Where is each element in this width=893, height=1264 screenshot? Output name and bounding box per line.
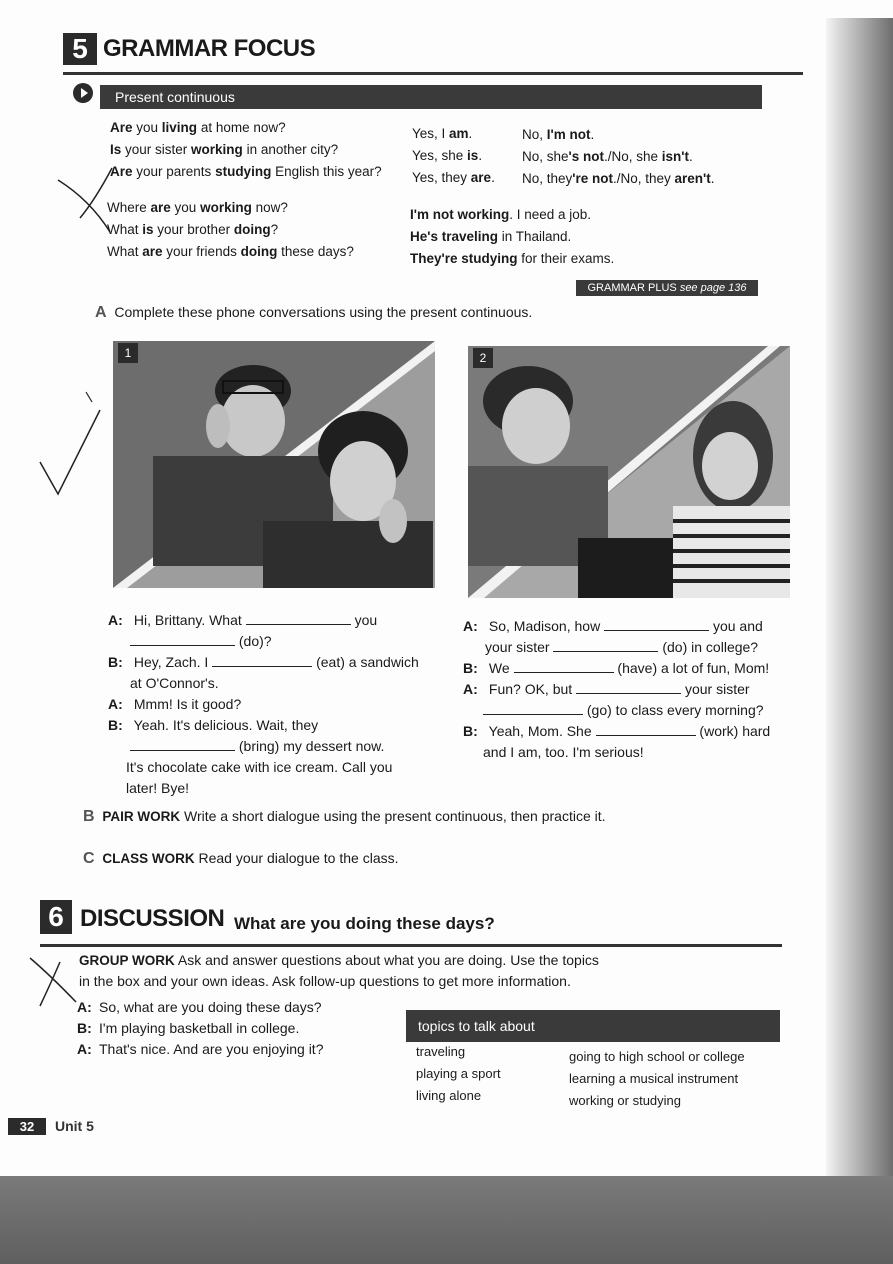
photo-2-illustration bbox=[468, 346, 790, 598]
topic-item: going to high school or college bbox=[569, 1049, 745, 1064]
exercise-b: B PAIR WORK Write a short dialogue using the present continuous, then practice it. bbox=[83, 808, 606, 825]
wh-answer-3: They're studying for their exams. bbox=[410, 251, 615, 266]
short-answers-yes bbox=[412, 123, 495, 189]
yes-answer-2: Yes, she is. bbox=[412, 148, 483, 163]
blank-1-2[interactable] bbox=[130, 633, 235, 646]
conv1-line-8: It's chocolate cake with ice cream. Call you bbox=[126, 759, 393, 775]
no-answer-2: No, she's not./No, she isn't. bbox=[522, 149, 693, 164]
audio-play-icon[interactable] bbox=[73, 83, 93, 103]
conversation-2 bbox=[463, 616, 793, 763]
topic-item: learning a musical instrument bbox=[569, 1071, 739, 1086]
yes-answer-3: Yes, they are. bbox=[412, 170, 495, 185]
conv2-line-7: and I am, too. I'm serious! bbox=[483, 744, 644, 760]
question-2: Is your sister working in another city? bbox=[110, 142, 339, 157]
blank-2-3[interactable] bbox=[514, 660, 614, 673]
discussion-line-3: A: That's nice. And are you enjoying it? bbox=[77, 1041, 324, 1057]
blank-1-4[interactable] bbox=[130, 738, 235, 751]
short-answers-no bbox=[522, 124, 715, 190]
conv2-line-6: B: Yeah, Mom. She (work) hard bbox=[463, 723, 771, 739]
unit-label: Unit 5 bbox=[55, 1118, 94, 1134]
photo-2-number: 2 bbox=[473, 348, 493, 368]
blank-2-1[interactable] bbox=[604, 618, 709, 631]
no-answer-3: No, they're not./No, they aren't. bbox=[522, 171, 715, 186]
photo-1 bbox=[113, 341, 435, 588]
grammar-bar-label: Present continuous bbox=[115, 89, 235, 105]
section-5-rule bbox=[63, 72, 803, 75]
conv1-line-7: (bring) my dessert now. bbox=[108, 736, 433, 757]
wh-question-3: What are your friends doing these days? bbox=[107, 244, 354, 259]
conversation-1 bbox=[108, 610, 433, 799]
topic-item: traveling bbox=[416, 1044, 466, 1059]
conv2-line-2: your sister (do) in college? bbox=[485, 639, 759, 655]
section-6-rule bbox=[40, 944, 782, 947]
topics-right-column bbox=[569, 1046, 745, 1112]
wh-question-1: Where are you working now? bbox=[107, 200, 288, 215]
discussion-dialogue bbox=[77, 997, 323, 1060]
blank-2-6[interactable] bbox=[596, 723, 696, 736]
section-5-number: 5 bbox=[63, 33, 97, 65]
wh-questions bbox=[107, 197, 354, 263]
topic-item: living alone bbox=[416, 1088, 482, 1103]
group-work-instruction: GROUP WORK Ask and answer questions about what you are doing. Use the topics in the box and your own ideas. Ask follow-up questions to get more information. bbox=[79, 952, 599, 989]
grammar-plus-tag[interactable]: GRAMMAR PLUS see page 136 bbox=[576, 280, 758, 296]
topic-item: working or studying bbox=[569, 1093, 681, 1108]
conv2-line-4: A: Fun? OK, but your sister bbox=[463, 681, 750, 697]
page-number: 32 bbox=[8, 1118, 46, 1135]
topics-box-header: topics to talk about bbox=[406, 1010, 780, 1042]
conv2-line-5: (go) to class every morning? bbox=[463, 700, 793, 721]
discussion-line-2: B: I'm playing basketball in college. bbox=[77, 1020, 300, 1036]
question-3: Are your parents studying English this year? bbox=[110, 164, 382, 179]
section-6-title: DISCUSSION bbox=[80, 905, 225, 932]
conv1-line-2: (do)? bbox=[108, 631, 433, 652]
photo-2 bbox=[468, 346, 790, 598]
section-6-number: 6 bbox=[40, 900, 72, 934]
wh-answer-1: I'm not working. I need a job. bbox=[410, 207, 592, 222]
section-6-subtitle: What are you doing these days? bbox=[234, 914, 495, 933]
section-5-title: GRAMMAR FOCUS bbox=[103, 35, 316, 62]
blank-2-5[interactable] bbox=[483, 702, 583, 715]
conv2-line-3: B: We (have) a lot of fun, Mom! bbox=[463, 660, 770, 676]
no-answer-1: No, I'm not. bbox=[522, 127, 595, 142]
conv1-line-6: B: Yeah. It's delicious. Wait, they bbox=[108, 717, 319, 733]
wh-answer-2: He's traveling in Thailand. bbox=[410, 229, 572, 244]
conv1-line-1: A: Hi, Brittany. What you bbox=[108, 612, 378, 628]
wh-question-2: What is your brother doing? bbox=[107, 222, 279, 237]
blank-1-3[interactable] bbox=[212, 654, 312, 667]
conv1-line-3: B: Hey, Zach. I (eat) a sandwich bbox=[108, 654, 419, 670]
discussion-line-1: A: So, what are you doing these days? bbox=[77, 999, 322, 1015]
photo-1-number: 1 bbox=[118, 343, 138, 363]
question-1: Are you living at home now? bbox=[110, 120, 286, 135]
blank-2-4[interactable] bbox=[576, 681, 681, 694]
photo-1-illustration bbox=[113, 341, 435, 588]
topics-left-column bbox=[416, 1041, 501, 1107]
wh-answers bbox=[410, 204, 614, 270]
conv1-line-9: later! Bye! bbox=[126, 780, 190, 796]
topic-item: playing a sport bbox=[416, 1066, 501, 1081]
conv1-line-5: A: Mmm! Is it good? bbox=[108, 696, 242, 712]
exercise-a-instruction: A Complete these phone conversations using the present continuous. bbox=[95, 304, 533, 321]
blank-2-2[interactable] bbox=[553, 639, 658, 652]
conv2-line-1: A: So, Madison, how you and bbox=[463, 618, 763, 634]
blank-1-1[interactable] bbox=[246, 612, 351, 625]
yes-answer-1: Yes, I am. bbox=[412, 126, 473, 141]
yes-no-questions bbox=[110, 117, 382, 183]
present-continuous-bar bbox=[100, 85, 762, 109]
exercise-c: C CLASS WORK Read your dialogue to the class. bbox=[83, 850, 399, 867]
conv1-line-4: at O'Connor's. bbox=[130, 675, 219, 691]
